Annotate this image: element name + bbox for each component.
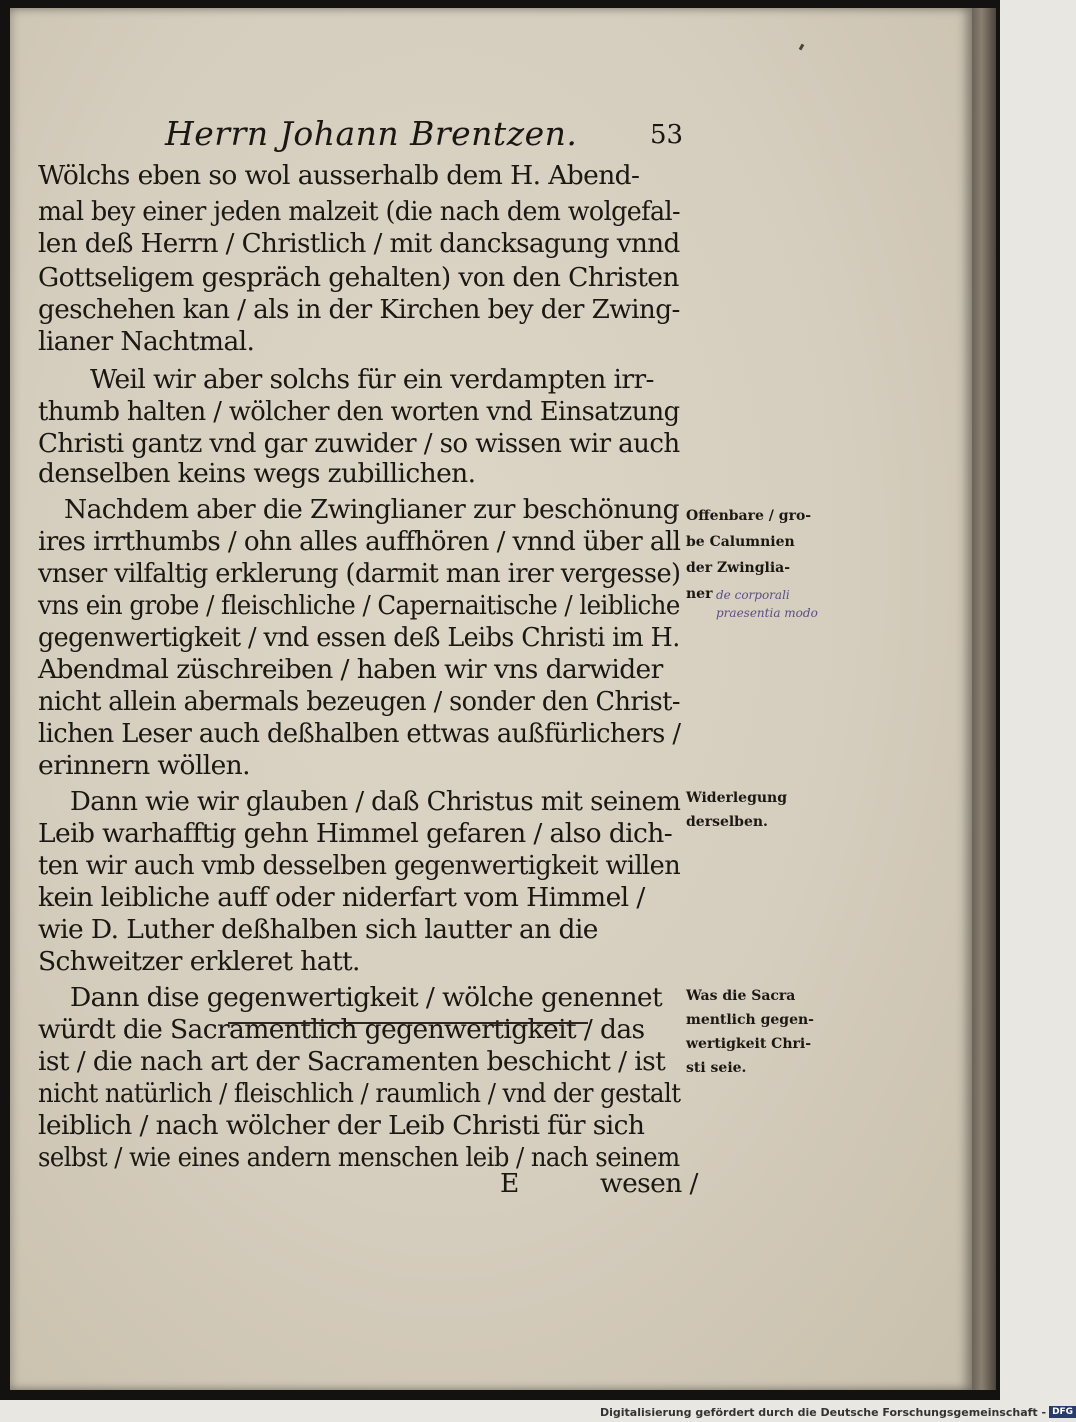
margin-note-3-line-1: Was die Sacra [686, 988, 796, 1004]
digitization-footer [600, 1402, 1074, 1422]
body-line: selbst / wie eines andern menschen leib / nach seinem [38, 1142, 680, 1173]
body-line: ist / die nach art der Sacramenten beschicht / ist [38, 1046, 666, 1077]
body-line: len deß Herrn / Christlich / mit dancksagung vnnd [38, 228, 680, 259]
margin-note-1-line-2: be Calumnien [686, 534, 795, 550]
body-line: leiblich / nach wölcher der Leib Christi für sich [38, 1110, 645, 1141]
body-line: mal bey einer jeden malzeit (die nach dem wolgefal- [38, 196, 680, 227]
margin-note-1-line-4: ner [686, 586, 713, 602]
body-line: Gottseligem gespräch gehalten) von den Christen [38, 262, 679, 293]
body-line: Dann dise gegenwertigkeit / wölche genennet [70, 982, 663, 1013]
body-line: Christi gantz vnd gar zuwider / so wissen wir auch [38, 428, 680, 459]
handwritten-note-line-2: praesentia modo [716, 606, 818, 620]
dfg-logo: DFG [1049, 1406, 1076, 1418]
body-line: ten wir auch vmb desselben gegenwertigkeit willen [38, 850, 681, 881]
body-line: nicht natürlich / fleischlich / raumlich / vnd der gestalt [38, 1078, 681, 1109]
body-line: lianer Nachtmal. [38, 326, 255, 357]
body-line: Weil wir aber solchs für ein verdampten irr- [90, 364, 654, 395]
body-line: nicht allein abermals bezeugen / sonder den Christ- [38, 686, 680, 717]
catchword-signature: E [500, 1168, 519, 1199]
underline-mark [228, 1022, 588, 1024]
body-line: Schweitzer erkleret hatt. [38, 946, 360, 977]
body-line: gegenwertigkeit / vnd essen deß Leibs Christi im H. [38, 622, 680, 653]
body-line: Abendmal züschreiben / haben wir vns darwider [38, 654, 663, 685]
body-line: Nachdem aber die Zwinglianer zur beschönung [64, 494, 679, 525]
body-line: Leib warhafftig gehn Himmel gefaren / also dich- [38, 818, 673, 849]
body-line: erinnern wöllen. [38, 750, 250, 781]
margin-note-3-line-4: sti seie. [686, 1060, 747, 1076]
footer-text: Digitalisierung gefördert durch die Deutsche Forschungsgemeinschaft - [600, 1405, 1047, 1419]
body-line: Wölchs eben so wol ausserhalb dem H. Abend- [38, 160, 640, 191]
body-line: Dann wie wir glauben / daß Christus mit seinem [70, 786, 681, 817]
margin-note-2-line-2: derselben. [686, 814, 768, 830]
body-line: ires irrthumbs / ohn alles auffhören / vnnd über all [38, 526, 681, 557]
body-line: wie D. Luther deßhalben sich lautter an die [38, 914, 598, 945]
body-line: thumb halten / wölcher den worten vnd Einsatzung [38, 396, 680, 427]
page-number: 53 [650, 120, 684, 150]
body-line: geschehen kan / als in der Kirchen bey der Zwing- [38, 294, 680, 325]
handwritten-note-line-1: de corporali [716, 588, 790, 602]
catchword: wesen / [600, 1168, 698, 1199]
body-line: vnser vilfaltig erklerung (darmit man irer vergesse) [38, 558, 681, 589]
body-line: würdt die Sacramentlich gegenwertigkeit / das [38, 1014, 645, 1045]
body-line: denselben keins wegs zubillichen. [38, 458, 476, 489]
body-line: vns ein grobe / fleischliche / Capernaitische / leibliche [38, 590, 680, 621]
margin-note-2-line-1: Widerlegung [686, 790, 788, 806]
body-line: lichen Leser auch deßhalben ettwas außfürlichers / [38, 718, 681, 749]
margin-note-3-line-2: mentlich gegen- [686, 1012, 814, 1028]
margin-note-1-line-1: Offenbare / gro- [686, 508, 812, 524]
margin-note-1-line-3: der Zwinglia- [686, 560, 791, 576]
margin-note-3-line-3: wertigkeit Chri- [686, 1036, 812, 1052]
running-header: Herrn Johann Brentzen. [165, 114, 578, 153]
book-edge [972, 8, 996, 1390]
body-line: kein leibliche auff oder niderfart vom Himmel / [38, 882, 645, 913]
